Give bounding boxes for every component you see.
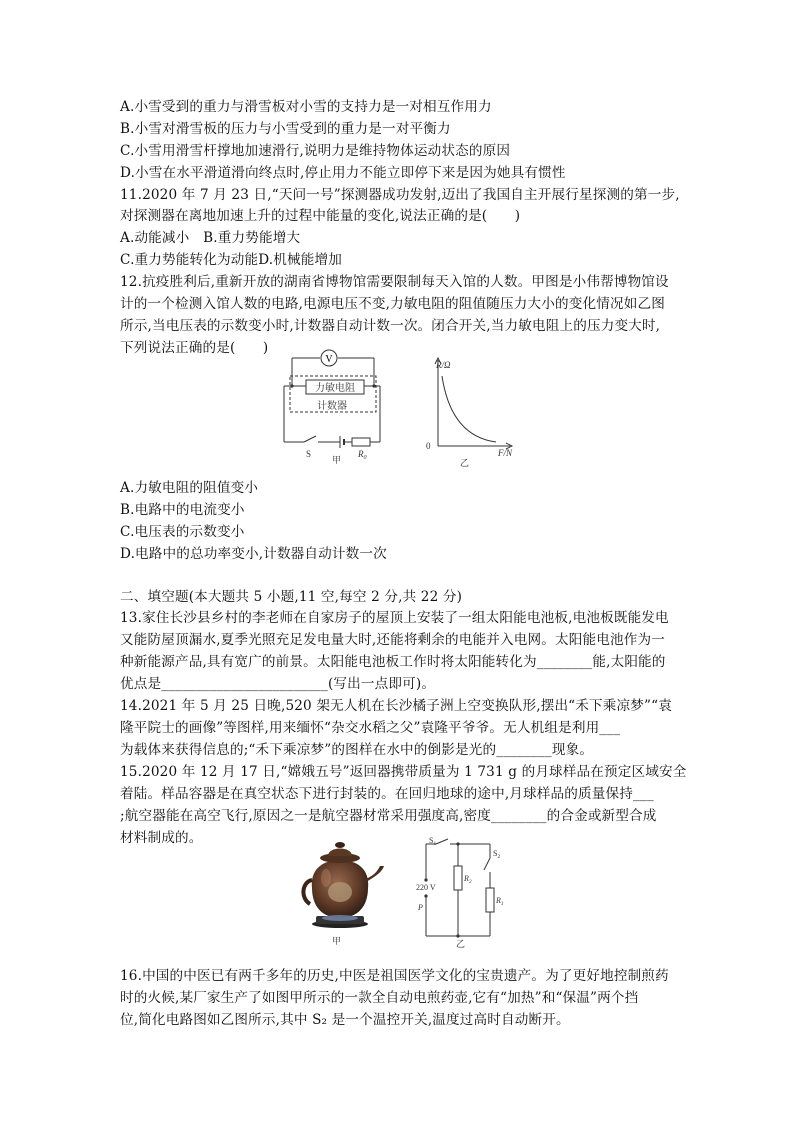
q10-option-a: A.小雪受到的重力与滑雪板对小雪的支持力是一对相互作用力 bbox=[120, 99, 492, 115]
s1-sub: 1 bbox=[433, 841, 437, 847]
q12-stem-line2: 计的一个检测入馆人数的电路,电源电压不变,力敏电阻的阻值随压力大小的变化情况如乙图 bbox=[120, 296, 665, 312]
q14-line2: 隆平院士的画像”等图样,用来缅怀“杂交水稻之父”袁隆平爷爷。无人机组是利用___ bbox=[120, 720, 621, 736]
q14-line1: 14.2021 年 5 月 25 日晚,520 架无人机在长沙橘子洲上空变换队形,摆出“禾下乘凉梦”“袁 bbox=[120, 698, 672, 714]
r1-label: R bbox=[496, 896, 501, 905]
r2-label: R bbox=[464, 874, 469, 883]
s2-sub: 2 bbox=[497, 854, 501, 860]
herbal-kettle-image bbox=[303, 842, 384, 928]
graph-origin-label: 0 bbox=[426, 441, 431, 451]
q13-line3: 种新能源产品,具有宽广的前景。太阳能电池板工作时将太阳能转化为________能,太阳能的 bbox=[120, 654, 666, 670]
q12-option-d: D.电路中的总功率变小,计数器自动计数一次 bbox=[120, 546, 387, 562]
q11-options-line2: C.重力势能转化为动能D.机械能增加 bbox=[120, 252, 342, 268]
sensor-label: 力敏电阻 bbox=[315, 383, 355, 394]
svg-text:R2 bbox=[463, 874, 472, 885]
q12-option-b: B.电路中的电流变小 bbox=[120, 502, 245, 518]
svg-text:R0 bbox=[357, 449, 367, 461]
plug-label: P bbox=[418, 903, 423, 912]
q15-line3: ;航空器能在高空飞行,原因之一是航空器材常采用强度高,密度________的合金或新型合成 bbox=[120, 808, 657, 824]
graph-y-axis-label: R/Ω bbox=[436, 360, 451, 370]
q11-stem-line2: 对探测器在离地加速上升的过程中能量的变化,说法正确的是( ) bbox=[120, 208, 521, 224]
q13-line2: 又能防屋顶漏水,夏季光照充足发电量大时,还能将剩余的电能并入电网。太阳能电池作为一 bbox=[120, 632, 665, 648]
r2-sub: 2 bbox=[468, 879, 472, 885]
q12-stem-line3: 所示,当电压表的示数变小时,计数器自动计数一次。闭合开关,当力敏电阻上的压力变大时, bbox=[120, 318, 661, 334]
q15-line2: 着陆。样品容器是在真空状态下进行封装的。在回归地球的途中,月球样品的质量保持___ bbox=[120, 786, 654, 802]
counter-label: 计数器 bbox=[317, 401, 347, 412]
voltage-label: 220 V bbox=[416, 883, 436, 892]
q10-option-d: D.小雪在水平滑道滑向终点时,停止用力不能立即停下来是因为她具有惯性 bbox=[120, 165, 566, 181]
q16-line3: 位,简化电路图如乙图所示,其中 S₂ 是一个温控开关,温度过高时自动断开。 bbox=[120, 1012, 570, 1028]
q16-line2: 时的火候,某厂家生产了如图甲所示的一款全自动电煎药壶,它有“加热”和“保温”两个挡 bbox=[120, 990, 639, 1006]
r1-sub: 1 bbox=[500, 901, 504, 907]
resistor-label: R bbox=[358, 449, 364, 459]
voltmeter-label: V bbox=[325, 354, 333, 365]
q12-stem-line4: 下列说法正确的是( ) bbox=[120, 340, 269, 356]
section2-header: 二、填空题(本大题共 5 小题,11 空,每空 2 分,共 22 分) bbox=[120, 589, 463, 605]
q12-figure bbox=[276, 346, 528, 470]
graph-x-axis-label: F/N bbox=[498, 448, 513, 458]
q15-line4: 材料制成的。 bbox=[120, 830, 203, 846]
resistor-sub: 0 bbox=[363, 455, 367, 461]
q10-option-c: C.小雪用滑雪杆撑地加速滑行,说明力是维持物体运动状态的原因 bbox=[120, 143, 511, 159]
q15-line1: 15.2020 年 12 月 17 日,“嫦娥五号”返回器携带质量为 1 731 g 的月球样品在预定区域安全 bbox=[120, 764, 687, 780]
caption-yi: 乙 bbox=[460, 458, 470, 468]
q12-option-a: A.力敏电阻的阻值变小 bbox=[120, 480, 259, 496]
q14-line3: 为载体来获得信息的;“禾下乘凉梦”的图样在水中的倒影是光的________现象。 bbox=[120, 742, 594, 758]
q12-stem-line1: 12.抗疫胜利后,重新开放的湖南省博物馆需要限制每天入馆的人数。甲图是小伟帮博物馆设 bbox=[120, 274, 669, 290]
switch-label: S bbox=[306, 449, 312, 459]
svg-text:S2 bbox=[493, 849, 500, 860]
q13-line4: 优点是________________________(写出一点即可)。 bbox=[120, 676, 436, 692]
q11-options-line1: A.动能减小 B.重力势能增大 bbox=[120, 230, 301, 246]
q16-line1: 16.中国的中医已有两千多年的历史,中医是祖国医学文化的宝贵遗产。为了更好地控制煎药 bbox=[120, 968, 669, 984]
q11-stem-line1: 11.2020 年 7 月 23 日,“天问一号”探测器成功发射,迈出了我国自主开展行星探测的第一步, bbox=[120, 187, 680, 203]
q16-caption-yi: 乙 bbox=[456, 939, 466, 949]
caption-jia: 甲 bbox=[332, 455, 342, 465]
q12-option-c: C.电压表的示数变小 bbox=[120, 524, 245, 540]
s1-label: S bbox=[429, 836, 434, 845]
svg-text:S1 bbox=[429, 836, 436, 847]
svg-text:R1 bbox=[495, 896, 504, 907]
s2-label: S bbox=[493, 849, 498, 858]
q16-figure bbox=[292, 836, 512, 950]
q10-option-b: B.小雪对滑雪板的压力与小雪受到的重力是一对平衡力 bbox=[120, 121, 451, 137]
q13-line1: 13.家住长沙县乡村的李老师在自家房子的屋顶上安装了一组太阳能电池板,电池板既能发电 bbox=[120, 610, 669, 626]
q16-caption-jia: 甲 bbox=[332, 936, 342, 946]
